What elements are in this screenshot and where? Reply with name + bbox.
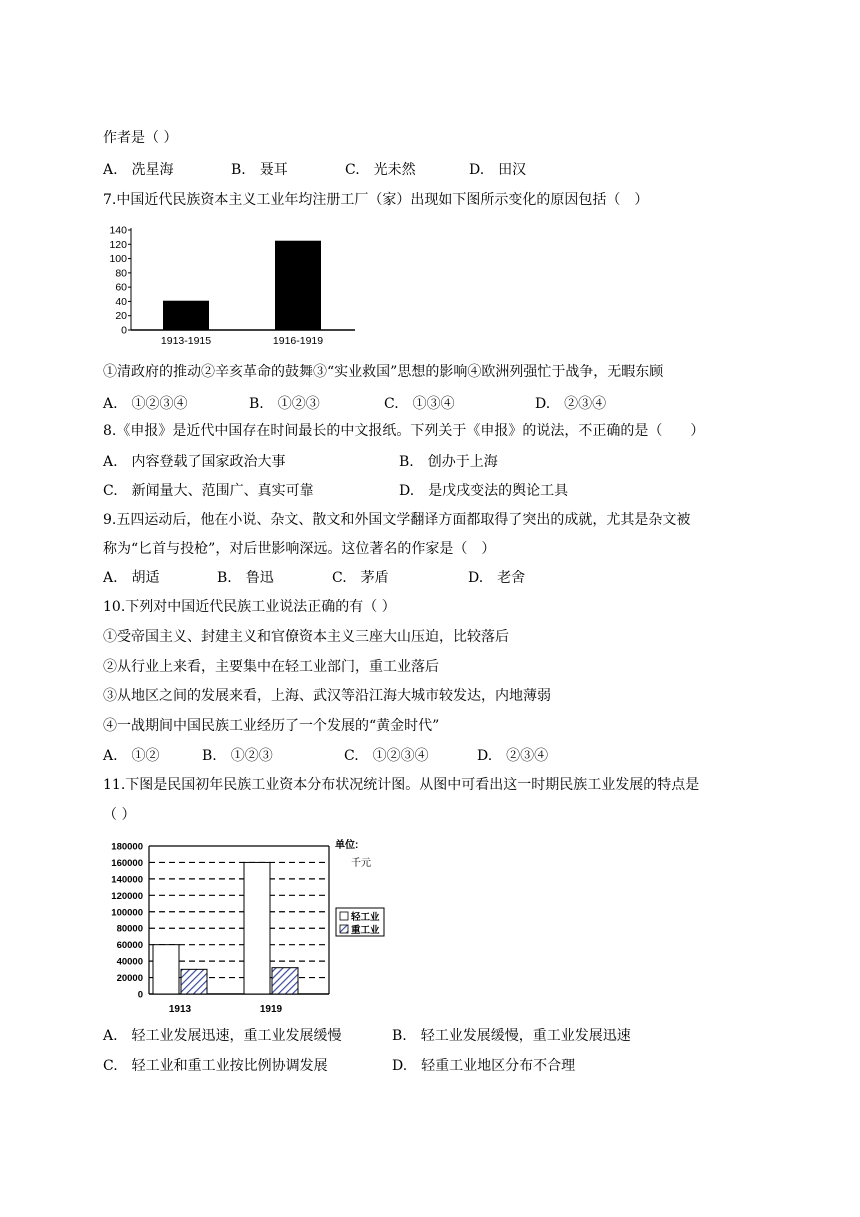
q7-option-d: D. ②③④ xyxy=(535,396,607,412)
q7-statements: ①清政府的推动②辛亥革命的鼓舞③“实业救国”思想的影响④欧洲列强忙于战争，无暇东顾 xyxy=(103,364,664,380)
bar-重工业-1913 xyxy=(181,969,207,994)
bar-1916-1919 xyxy=(275,241,321,330)
q9-stem-line1: 9.五四运动后，他在小说、杂文、散文和外国文学翻译方面都取得了突出的成就，尤其是杂文被 xyxy=(103,512,691,528)
q7-option-b: B. ①②③ xyxy=(249,396,320,412)
y-tick-label: 20 xyxy=(115,310,127,323)
q9-option-d: D. 老舍 xyxy=(468,570,526,586)
legend-entry: 轻工业 xyxy=(351,912,380,923)
q7-option-a: A. ①②③④ xyxy=(103,396,188,412)
capital-distribution-chart xyxy=(103,836,403,1020)
q10-item-3: ③从地区之间的发展来看，上海、武汉等沿江海大城市较发达，内地薄弱 xyxy=(103,688,551,704)
legend-swatch xyxy=(340,912,348,920)
y-tick-label: 140 xyxy=(109,224,127,237)
q8-stem: 8.《申报》是近代中国存在时间最长的中文报纸。下列关于《申报》的说法，不正确的是（ ） xyxy=(103,423,705,439)
q10-item-4: ④一战期间中国民族工业经历了一个发展的“黄金时代” xyxy=(103,718,440,734)
y-tick-label: 140000 xyxy=(111,874,143,886)
y-tick-label: 20000 xyxy=(116,973,143,985)
factories-bar-chart xyxy=(103,222,363,352)
legend-swatch xyxy=(340,925,348,933)
q7-stem: 7.中国近代民族资本主义工业年均注册工厂（家）出现如下图所示变化的原因包括（ ） xyxy=(103,192,649,208)
y-tick-label: 40000 xyxy=(116,956,143,968)
x-tick-label: 1919 xyxy=(259,1004,283,1015)
y-tick-label: 40 xyxy=(115,295,127,308)
y-tick-label: 0 xyxy=(121,324,127,337)
q8-option-d: D. 是戊戌变法的舆论工具 xyxy=(399,483,569,499)
y-tick-label: 120000 xyxy=(111,890,143,902)
bar-轻工业-1919 xyxy=(244,862,270,994)
x-tick-label: 1913-1915 xyxy=(160,335,212,347)
q11-stem-line1: 11.下图是民国初年民族工业资本分布状况统计图。从图中可看出这一时期民族工业发展的特点是 xyxy=(103,777,700,793)
y-tick-label: 120 xyxy=(109,238,127,251)
q10-option-a: A. ①② xyxy=(103,748,160,764)
y-tick-label: 100 xyxy=(109,253,127,266)
q6-option-d: D. 田汉 xyxy=(469,162,527,178)
q10-item-1: ①受帝国主义、封建主义和官僚资本主义三座大山压迫，比较落后 xyxy=(103,629,509,645)
q11-option-a: A. 轻工业发展迅速，重工业发展缓慢 xyxy=(103,1028,342,1044)
q7-option-c: C. ①③④ xyxy=(384,396,455,412)
q6-option-a: A. 冼星海 xyxy=(103,162,174,178)
x-tick-label: 1913 xyxy=(168,1004,192,1015)
q9-option-a: A. 胡适 xyxy=(103,570,160,586)
q10-option-c: C. ①②③④ xyxy=(344,748,429,764)
q6-option-c: C. 光未然 xyxy=(345,162,416,178)
y-tick-label: 100000 xyxy=(111,907,143,919)
q10-stem: 10.下列对中国近代民族工业说法正确的有（ ） xyxy=(103,599,396,615)
unit-value: 千元 xyxy=(351,858,371,869)
y-tick-label: 80000 xyxy=(116,923,143,935)
y-tick-label: 0 xyxy=(137,989,143,1001)
q10-option-b: B. ①②③ xyxy=(202,748,273,764)
y-tick-label: 60 xyxy=(115,281,127,294)
q6-option-b: B. 聂耳 xyxy=(231,162,288,178)
q9-option-c: C. 茅盾 xyxy=(332,570,389,586)
bar-重工业-1919 xyxy=(272,968,298,994)
y-tick-label: 80 xyxy=(115,267,127,280)
q8-option-a: A. 内容登载了国家政治大事 xyxy=(103,454,286,470)
q11-option-b: B. 轻工业发展缓慢，重工业发展迅速 xyxy=(392,1028,631,1044)
y-tick-label: 160000 xyxy=(111,857,143,869)
q9-stem-line2: 称为“匕首与投枪”，对后世影响深远。这位著名的作家是（ ） xyxy=(103,541,496,557)
q10-option-d: D. ②③④ xyxy=(477,748,549,764)
unit-label: 单位: xyxy=(335,840,359,851)
q11-stem-line2: （ ） xyxy=(103,807,136,823)
q8-option-b: B. 创办于上海 xyxy=(399,454,498,470)
bar-轻工业-1913 xyxy=(153,945,179,994)
x-tick-label: 1916-1919 xyxy=(272,335,324,347)
q6-stem-tail: 作者是（ ） xyxy=(103,130,178,146)
y-tick-label: 180000 xyxy=(111,841,143,853)
q8-option-c: C. 新闻量大、范围广、真实可靠 xyxy=(103,483,314,499)
y-tick-label: 60000 xyxy=(116,940,143,952)
q11-option-d: D. 轻重工业地区分布不合理 xyxy=(392,1058,576,1074)
q10-item-2: ②从行业上来看，主要集中在轻工业部门，重工业落后 xyxy=(103,659,439,675)
bar-1913-1915 xyxy=(163,301,209,330)
q9-option-b: B. 鲁迅 xyxy=(217,570,274,586)
legend-entry: 重工业 xyxy=(351,925,380,936)
q11-option-c: C. 轻工业和重工业按比例协调发展 xyxy=(103,1058,328,1074)
